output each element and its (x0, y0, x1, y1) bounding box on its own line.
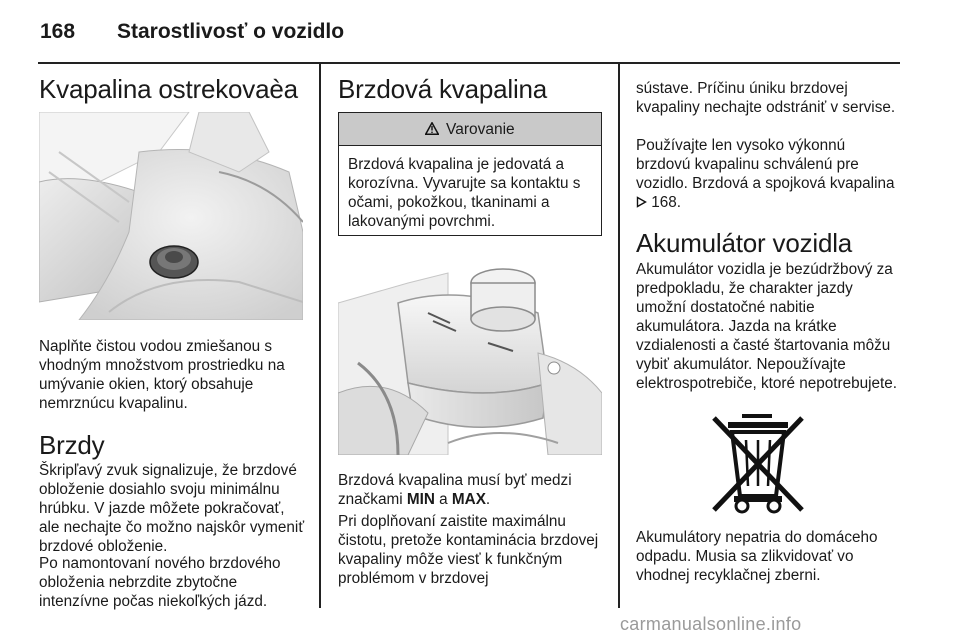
warning-triangle-icon (425, 119, 444, 138)
battery-paragraph-1: Akumulátor vozidla je bezúdržbový za predpokladu, že charakter jazdy umožní dostatočné nabitie akumulátora. Jazda na krátke vzdialenosti a časté štartovania môžu vybiť akumulátor. Nepoužívajte elektrospotrebiče, ktoré nepotrebujete. (636, 261, 898, 392)
page-number: 168 (40, 20, 76, 43)
max-mark: MAX (451, 491, 486, 508)
crossed-bin-disposal-icon (706, 410, 810, 514)
column-divider-2 (618, 62, 620, 608)
brakes-heading: Brzdy (39, 430, 105, 460)
brakes-paragraph-2: Po namontovaní nového brzdového obloženia nebrzdite zbytočne intenzívne počas niekoľkých jázd. (39, 555, 281, 610)
washer-fluid-heading: Kvapalina ostrekovaèa (39, 74, 298, 104)
brake-fluid-reservoir-image (338, 243, 602, 455)
page-reference-arrow-icon (636, 194, 647, 211)
warning-box (338, 112, 602, 236)
chapter-title: Starostlivosť o vozidlo (117, 20, 345, 43)
min-mark: MIN (406, 491, 435, 508)
washer-reservoir-image (39, 112, 303, 320)
min-max-paragraph: Brzdová kvapalina musí byť medzi značkami MIN a MAX. (338, 472, 572, 508)
brakes-paragraph-1: Škripľavý zvuk signalizuje, že brzdové obloženie dosiahlo svoju minimálnu hrúbku. V jazde môžete pokračovať, ale nechajte čo možno najskôr vymeniť brzdové obloženie. (39, 462, 305, 555)
battery-paragraph-2: Akumulátory nepatria do domáceho odpadu. Musia sa zlikvidovať vo vhodnej recyklačnej zberni. (636, 529, 878, 584)
brake-fluid-heading: Brzdová kvapalina (338, 74, 548, 104)
washer-fluid-text: Naplňte čistou vodou zmiešanou s vhodným množstvom prostriedku na umývanie okien, ktorý obsahuje nemrznúcu kvapalinu. (39, 338, 285, 412)
warning-title: Varovanie (446, 121, 515, 138)
page-reference: 168. (647, 194, 682, 211)
battery-heading: Akumulátor vozidla (636, 228, 853, 258)
warning-header (339, 113, 601, 146)
leak-paragraph: sústave. Príčinu úniku brzdovej kvapaliny nechajte odstrániť v servise. (636, 80, 896, 116)
column-divider-1 (319, 62, 321, 608)
header-rule (38, 62, 900, 64)
cleanliness-paragraph: Pri doplňovaní zaistite maximálnu čistotu, pretože kontaminácia brzdovej kvapaliny môže viesť k funkčným problémom v brzdovej (338, 513, 599, 587)
approved-fluid-paragraph: Používajte len vysoko výkonnú brzdovú kvapalinu schválenú pre vozidlo. Brzdová a spojková kvapalina 168. (636, 137, 895, 211)
watermark: carmanualsonline.info (620, 614, 802, 634)
warning-text: Brzdová kvapalina je jedovatá a korozívna. Vyvarujte sa kontaktu s očami, pokožkou, tkaninami a lakovanými povrchmi. (348, 156, 581, 230)
